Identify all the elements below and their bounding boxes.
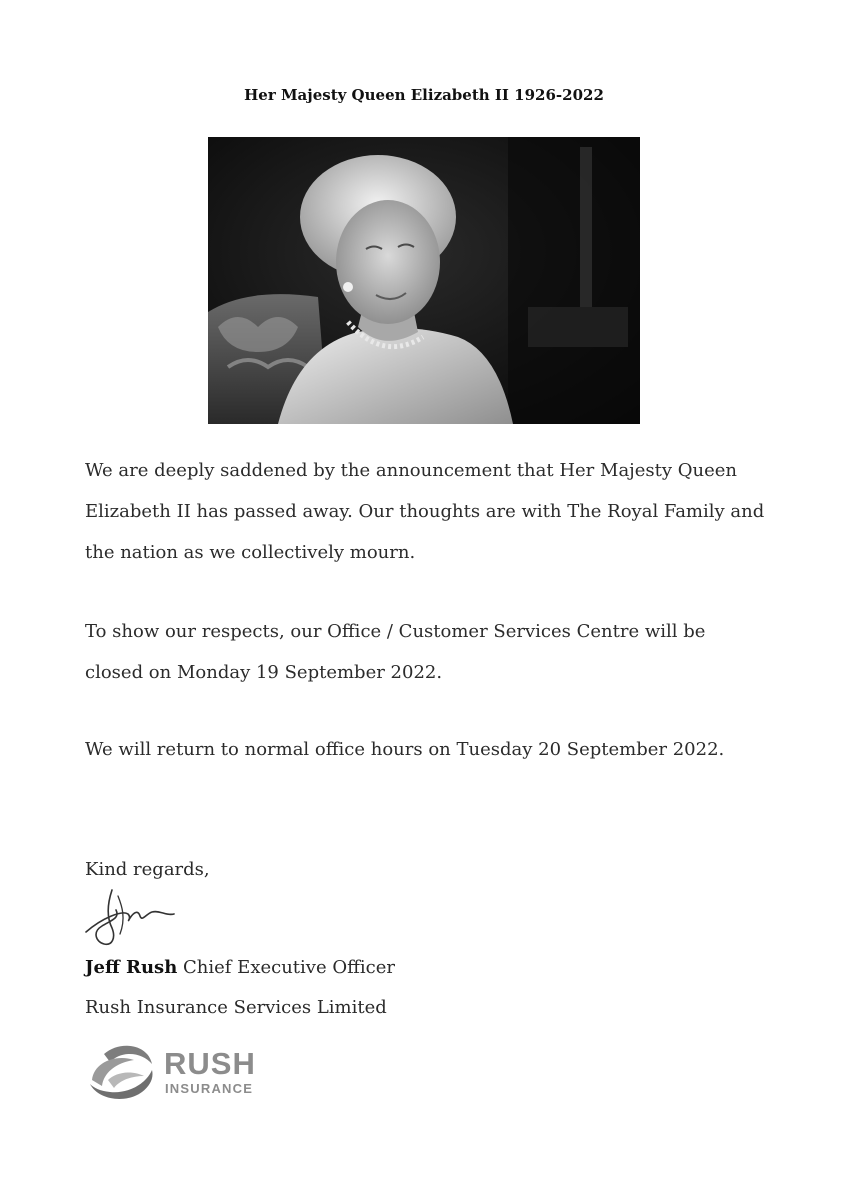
paragraph-return: We will return to normal office hours on Tuesday 20 September 2022. xyxy=(85,739,725,760)
page-title: Her Majesty Queen Elizabeth II 1926-2022 xyxy=(244,86,604,104)
signer-name: Jeff Rush xyxy=(85,957,178,978)
portrait-photo xyxy=(208,137,640,424)
handwritten-signature xyxy=(82,888,182,954)
company-name: Rush Insurance Services Limited xyxy=(85,997,387,1018)
signer-line xyxy=(85,947,395,988)
logo-wordmark: RUSH xyxy=(164,1046,256,1081)
rush-insurance-logo xyxy=(86,1040,266,1104)
logo-subtitle: INSURANCE xyxy=(165,1081,254,1096)
paragraph-closure: To show our respects, our Office / Customer Services Centre will be closed on Monday 19 September 2022. xyxy=(85,621,706,683)
closing-line: Kind regards, xyxy=(85,859,210,880)
swoosh-icon xyxy=(86,1040,162,1104)
signer-title: Chief Executive Officer xyxy=(183,957,395,978)
paragraph-condolence: We are deeply saddened by the announcement that Her Majesty Queen Elizabeth II has passed away. Our thoughts are with The Royal Family and the nation as we collectively mourn. xyxy=(85,460,765,563)
